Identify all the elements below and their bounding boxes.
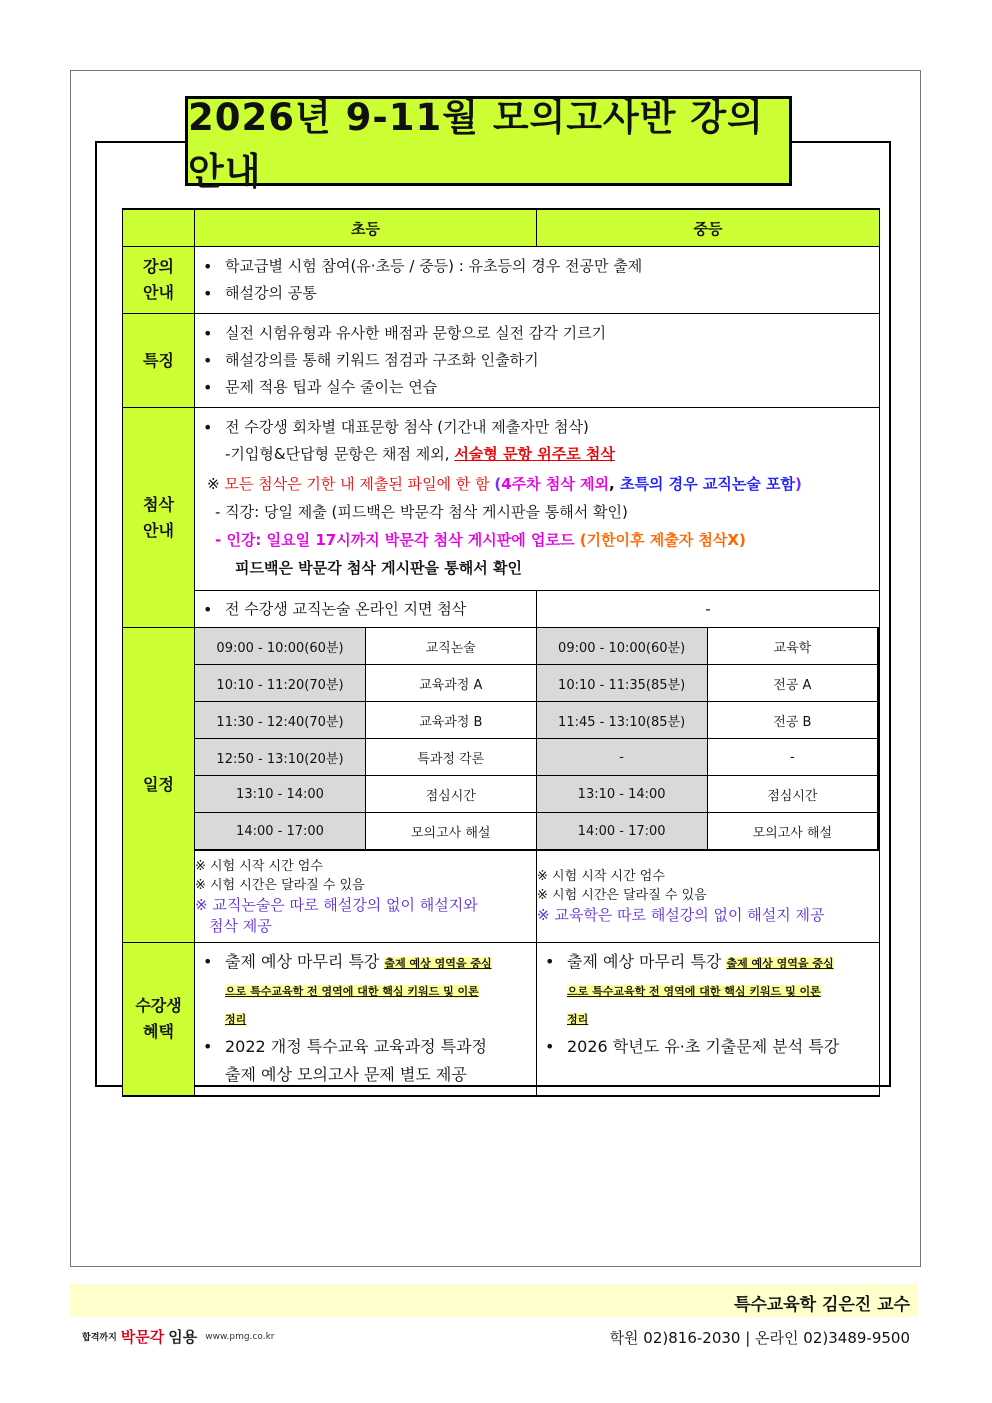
benefit-item [225, 1033, 530, 1089]
row-schedule-notes [123, 851, 880, 943]
label-benefits-l2: 혜택 [143, 1022, 174, 1041]
label-correction-l1: 첨삭 [143, 494, 174, 514]
online-orange: (기한이후 제출자 첨삭X) [579, 531, 746, 549]
row-features [123, 314, 880, 408]
label-features: 특징 [123, 314, 195, 408]
schedule-time: 11:45 - 13:10(85분) [537, 702, 708, 739]
note-line: ※ 시험 시간은 달라질 수 있음 [195, 877, 365, 893]
essay-item: • 전 수강생 교직논술 온라인 지면 첨삭 [225, 596, 536, 623]
benefit-item [225, 949, 530, 1033]
professor-name: 특수교육학 김은진 교수 [733, 1295, 910, 1315]
schedule-subject: 점심시간 [366, 776, 537, 813]
logo-small: 합격까지 [82, 1333, 117, 1343]
benefit-highlight: 출제 예상 영역을 중심 [384, 957, 492, 970]
schedule-subject: 모의고사 해설 [366, 813, 537, 850]
title-box [185, 96, 792, 193]
schedule-row [537, 665, 879, 702]
correction-direct: - 직강: 당일 제출 (피드백은 박문각 첨삭 게시판을 통해서 확인) [215, 503, 628, 521]
benefit-highlight: 으로 특수교육학 전 영역에 대한 핵심 키워드 및 이론 [567, 985, 821, 998]
row-schedule [123, 628, 880, 851]
schedule-subject: 교육과정 B [366, 702, 537, 739]
label-lecture-l2: 안내 [143, 283, 174, 302]
note-blue: 초특의 경우 교직논술 포함 [619, 475, 796, 493]
schedule-time: 13:10 - 14:00 [537, 776, 708, 813]
schedule-subject: 특과정 각론 [366, 739, 537, 776]
label-schedule: 일정 [123, 628, 195, 943]
correction-online [207, 526, 879, 554]
correction-notes [195, 468, 879, 590]
note-line: ※ 시험 시작 시간 엄수 [537, 869, 665, 884]
note-paren: ) [795, 475, 802, 493]
schedule-time: 09:00 - 10:00(60분) [537, 628, 708, 665]
label-benefits-l1: 수강생 [135, 996, 182, 1015]
header-elementary: 초등 [195, 209, 537, 247]
benefits-elementary [195, 943, 537, 1097]
correction-sub-prefix: -기입형&단답형 문항은 채점 제외, [225, 445, 455, 463]
lecture-item: • 해설강의 공통 [225, 280, 879, 307]
header-row [123, 209, 880, 247]
schedule-row [537, 702, 879, 739]
notes-elementary [195, 851, 537, 943]
logo-brand: 박문각 [120, 1328, 165, 1346]
schedule-middle [537, 628, 880, 850]
feature-item: • 문제 적용 팁과 실수 줄이는 연습 [225, 374, 879, 401]
note-line: ※ 교직논술은 따로 해설강의 없이 해설지와 [195, 895, 478, 914]
schedule-time: 10:10 - 11:20(70분) [195, 665, 366, 702]
row-lecture [123, 247, 880, 314]
features-content [195, 314, 880, 408]
online-magenta: - 인강: 일요일 17시까지 박문각 첨삭 게시판에 업로드 [215, 531, 580, 549]
schedule-row [195, 702, 536, 739]
schedule-subject: - [707, 739, 878, 776]
schedule-row [195, 776, 536, 813]
corner-cell [123, 209, 195, 247]
benefit-text: 출제 예상 마무리 특강 [567, 952, 727, 971]
correction-deadline-note [207, 470, 879, 498]
schedule-row [537, 813, 879, 850]
schedule-subject: 전공 A [707, 665, 878, 702]
correction-sub-emph: 서술형 문항 위주로 첨삭 [454, 445, 615, 463]
schedule-tables [195, 628, 880, 851]
schedule-row [195, 665, 536, 702]
info-table [122, 208, 880, 1097]
label-benefits [123, 943, 195, 1097]
benefit-text: 2022 개정 특수교육 교육과정 특과정 [225, 1037, 487, 1056]
benefit-item [567, 949, 873, 1033]
schedule-time: 10:10 - 11:35(85분) [537, 665, 708, 702]
benefits-middle [537, 943, 880, 1097]
schedule-row [195, 739, 536, 776]
benefit-text: 출제 예상 모의고사 문제 별도 제공 [225, 1065, 467, 1084]
essay-middle: - [537, 591, 880, 628]
schedule-subject: 점심시간 [707, 776, 878, 813]
lecture-content [195, 247, 880, 314]
benefit-highlight: 정리 [567, 1013, 589, 1026]
benefit-highlight: 정리 [225, 1013, 247, 1026]
benefit-text: 2026 학년도 유·초 기출문제 분석 특강 [567, 1037, 840, 1056]
brand-logo [82, 1326, 275, 1347]
notes-middle [537, 851, 880, 943]
schedule-time: 12:50 - 13:10(20분) [195, 739, 366, 776]
benefit-text: 출제 예상 마무리 특강 [225, 952, 385, 971]
correction-feedback: 피드백은 박문각 첨삭 게시판을 통해서 확인 [235, 559, 522, 577]
row-correction [123, 408, 880, 591]
schedule-time: 14:00 - 17:00 [537, 813, 708, 850]
logo-brand2: 임용 [168, 1328, 198, 1346]
correction-content [195, 408, 880, 591]
essay-content [195, 591, 537, 628]
schedule-row [537, 739, 879, 776]
label-lecture [123, 247, 195, 314]
benefit-highlight: 으로 특수교육학 전 영역에 대한 핵심 키워드 및 이론 [225, 985, 479, 998]
schedule-subject: 모의고사 해설 [707, 813, 878, 850]
label-correction [123, 408, 195, 628]
note-line: ※ 교육학은 따로 해설강의 없이 해설지 제공 [537, 906, 825, 924]
correction-item-1 [225, 414, 879, 468]
schedule-time: - [537, 739, 708, 776]
schedule-subject: 교직논술 [366, 628, 537, 665]
schedule-subject: 교육과정 A [366, 665, 537, 702]
note-line: ※ 시험 시작 시간 엄수 [195, 858, 323, 874]
label-correction-l2: 안내 [143, 520, 174, 540]
note-paren: ( [494, 475, 502, 493]
header-middle: 중등 [537, 209, 880, 247]
contact-info: 학원 02)816-2030 | 온라인 02)3489-9500 [609, 1329, 910, 1347]
benefit-item [567, 1033, 873, 1061]
schedule-elementary [195, 628, 537, 850]
logo-url: www.pmg.co.kr [205, 1331, 275, 1342]
note-mark: ※ [207, 475, 225, 493]
feature-item: • 실전 시험유형과 유사한 배점과 문항으로 실전 감각 기르기 [225, 320, 879, 347]
note-line: ※ 시험 시간은 달라질 수 있음 [537, 888, 707, 903]
schedule-row [537, 628, 879, 665]
schedule-time: 13:10 - 14:00 [195, 776, 366, 813]
schedule-row [195, 628, 536, 665]
note-line: 첨삭 제공 [209, 916, 272, 935]
schedule-row [537, 776, 879, 813]
benefit-highlight: 출제 예상 영역을 중심 [726, 957, 834, 970]
schedule-subject: 전공 B [707, 702, 878, 739]
schedule-subject: 교육학 [707, 628, 878, 665]
schedule-time: 11:30 - 12:40(70분) [195, 702, 366, 739]
note-red: 모든 첨삭은 기한 내 제출된 파일에 한 함 [224, 475, 495, 493]
schedule-time: 14:00 - 17:00 [195, 813, 366, 850]
correction-item-1-text: 전 수강생 회차별 대표문항 첨삭 (기간내 제출자만 첨삭) [225, 418, 589, 436]
feature-item: • 해설강의를 통해 키워드 점검과 구조화 인출하기 [225, 347, 879, 374]
note-magenta: 4주차 첨삭 제외 [501, 475, 610, 493]
schedule-row [195, 813, 536, 850]
page-title: 2026년 9-11월 모의고사반 강의 안내 [188, 96, 764, 193]
lecture-item: • 학교급별 시험 참여(유·초등 / 중등) : 유초등의 경우 전공만 출제 [225, 253, 879, 280]
row-benefits [123, 943, 880, 1097]
schedule-time: 09:00 - 10:00(60분) [195, 628, 366, 665]
row-essay [123, 591, 880, 628]
note-comma: , [609, 475, 620, 493]
label-lecture-l1: 강의 [143, 257, 174, 276]
